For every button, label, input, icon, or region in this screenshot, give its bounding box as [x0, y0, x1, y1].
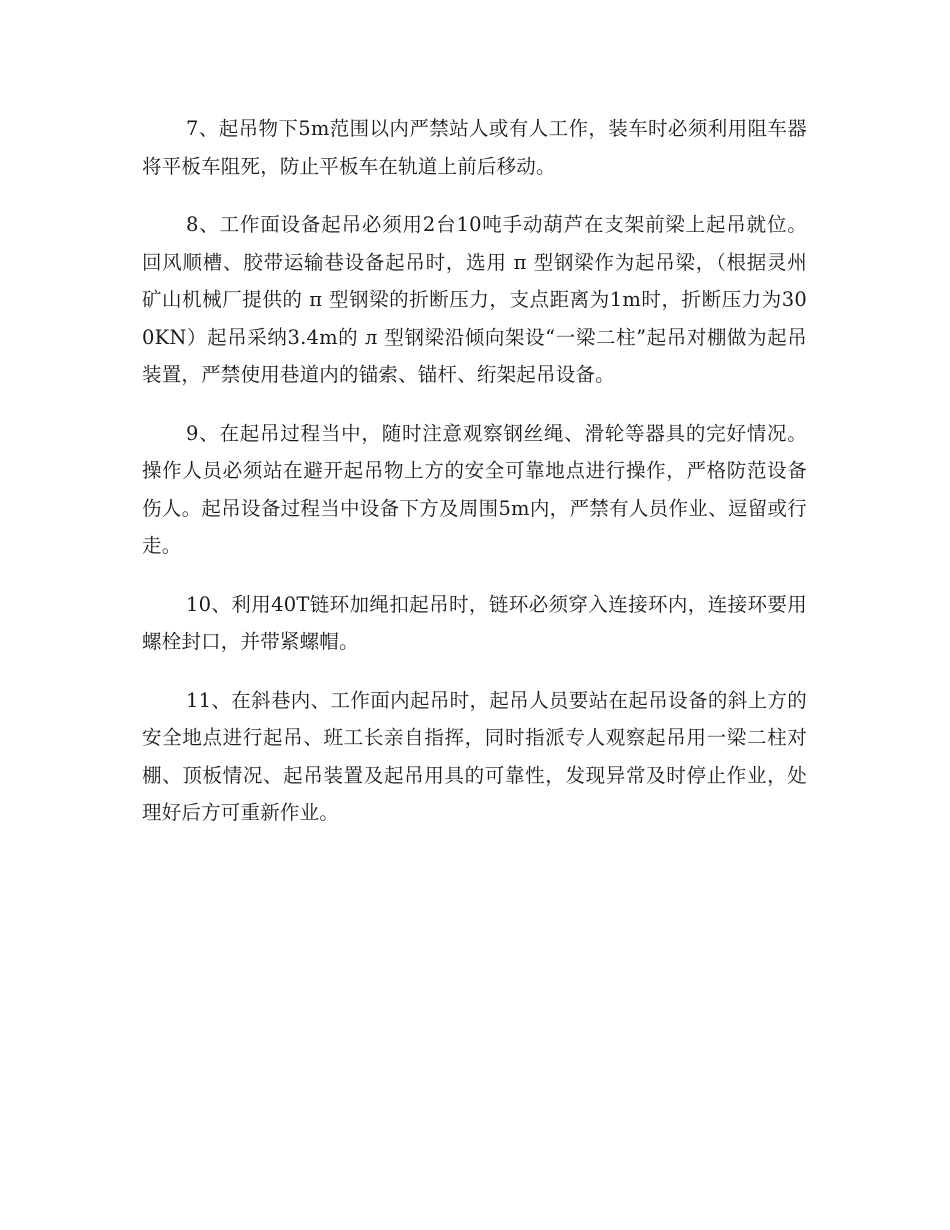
document-body: [142, 110, 807, 853]
paragraph-item-8: 8、工作面设备起吊必须用2台10吨手动葫芦在支架前梁上起吊就位。回风顺槽、胶带运输巷设备起吊时，选用 π 型钢梁作为起吊梁，（根据灵州矿山机械厂提供的 π 型钢梁的折断压力，支点距离为1m时，折断压力为300KN）起吊采纳3.4m的 л 型钢梁沿倾向架设“一梁二柱”起吊对棚做为起吊装置，严禁使用巷道内的锚索、锚杆、绗架起吊设备。: [142, 213, 807, 386]
paragraph-item-7: 7、起吊物下5m范围以内严禁站人或有人工作，装车时必须利用阻车器将平板车阻死，防止平板车在轨道上前后移动。: [142, 117, 807, 178]
paragraph-item-11: 11、在斜巷内、工作面内起吊时，起吊人员要站在起吊设备的斜上方的安全地点进行起吊、班工长亲自指挥，同时指派专人观察起吊用一梁二柱对棚、顶板情况、起吊装置及起吊用具的可靠性，发现异常及时停止作业，处理好后方可重新作业。: [142, 688, 807, 824]
paragraph-item-10: 10、利用40T链环加绳扣起吊时，链环必须穿入连接环内，连接环要用螺栓封口，并带紧螺帽。: [142, 592, 807, 653]
paragraph-item-9: 9、在起吊过程当中，随时注意观察钢丝绳、滑轮等器具的完好情况。操作人员必须站在避开起吊物上方的安全可靠地点进行操作，严格防范设备伤人。起吊设备过程当中设备下方及周围5m内，严禁有人员作业、逗留或行走。: [142, 421, 807, 557]
